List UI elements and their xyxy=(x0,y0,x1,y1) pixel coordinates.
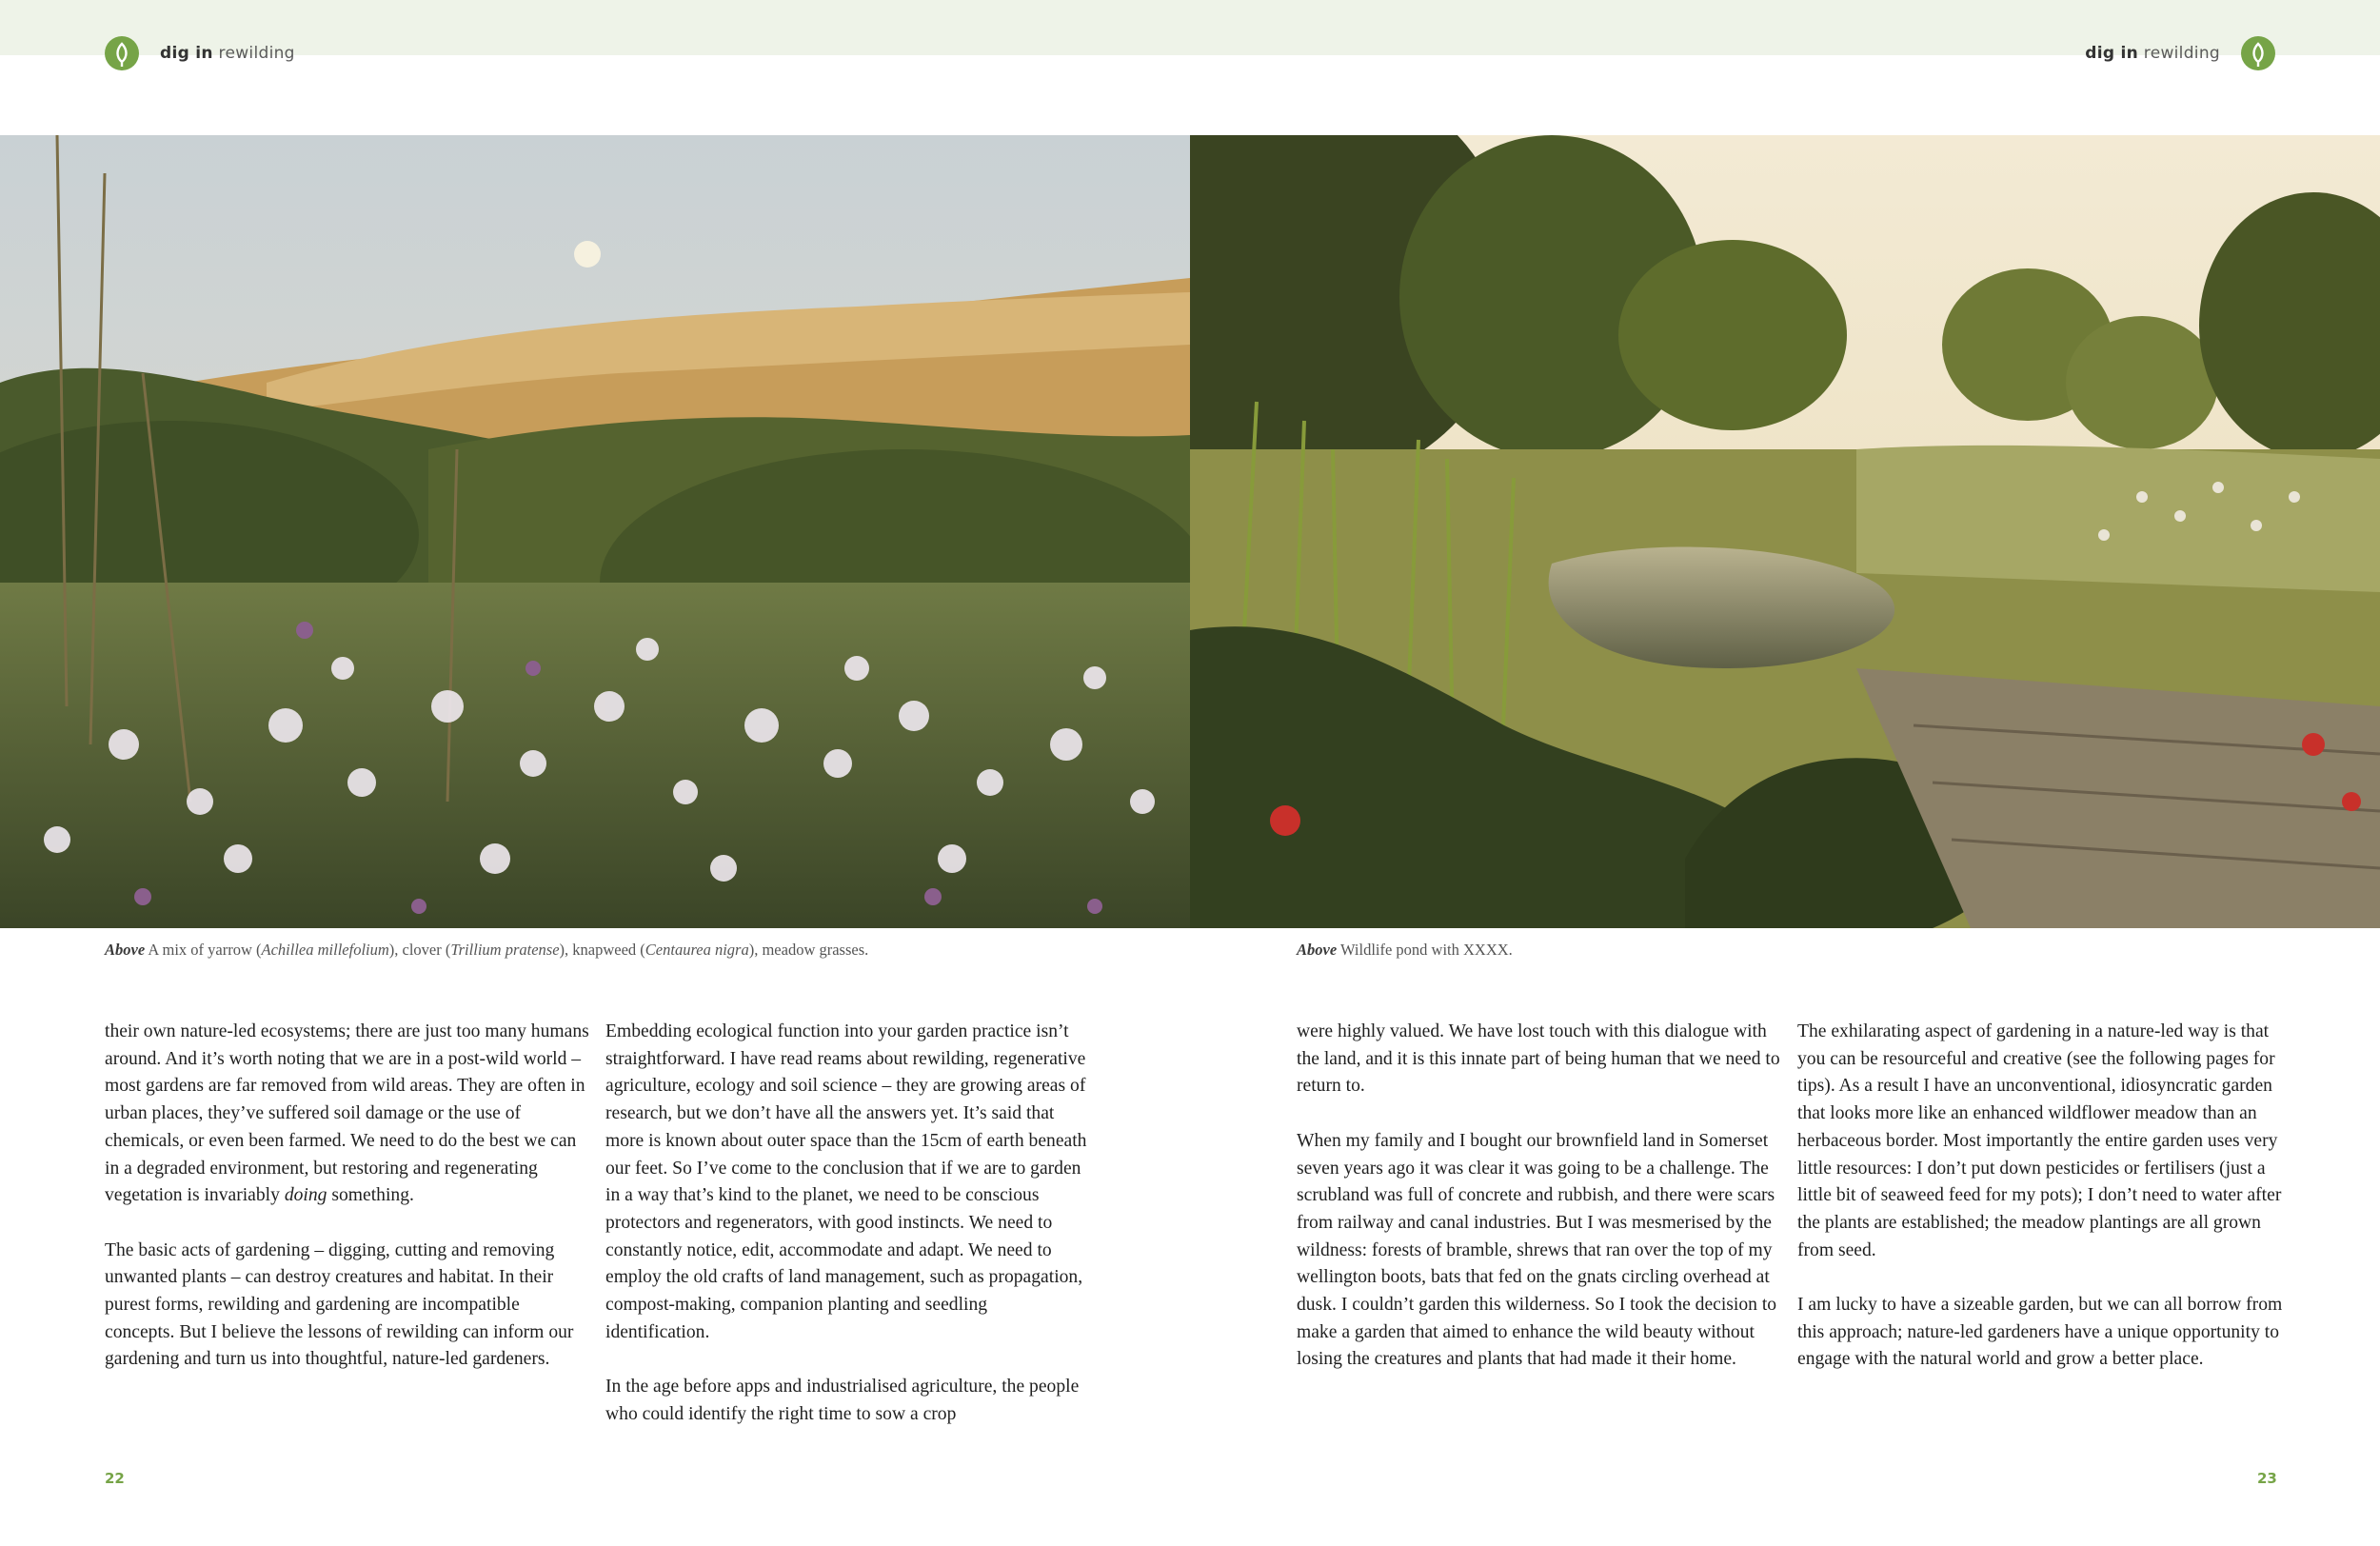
meadow-photo xyxy=(0,135,1190,928)
paragraph: In the age before apps and industrialised agriculture, the people who could identify the right time to sow a crop xyxy=(605,1377,1080,1424)
paragraph: were highly valued. We have lost touch with this dialogue with the land, and it is this innate part of being human that we need to return to. xyxy=(1297,1021,1780,1097)
page-number-left: 22 xyxy=(105,1470,125,1487)
body-column-4 xyxy=(1797,1019,2283,1374)
page-number-right: 23 xyxy=(2257,1470,2277,1487)
photo-caption-left: Above A mix of yarrow (Achillea millefolium), clover (Trillium pratense), knapweed (Centaurea nigra), meadow grasses. xyxy=(105,941,869,959)
header-band xyxy=(0,0,2380,55)
paragraph: Embedding ecological function into your garden practice isn’t straightforward. I have read reams about rewilding, regenerative agriculture, ecology and soil science – they are growing areas of research, but we don’t have all the answers yet. It’s said that more is known about outer space than the 15cm of earth beneath our feet. So I’ve come to the conclusion that if we are to garden in a way that’s kind to the planet, we need to be conscious protectors and regenerators, with good instincts. We need to constantly notice, edit, accommodate and adapt. We need to employ the old crafts of land management, such as propagation, compost-making, companion planting and seedling identification. xyxy=(605,1021,1087,1342)
paragraph: The basic acts of gardening – digging, cutting and removing unwanted plants – can destroy creatures and habitat. In their purest forms, rewilding and gardening are incompatible concepts. But I believe the lessons of rewilding can inform our gardening and turn us into thoughtful, nature-led gardeners. xyxy=(105,1239,574,1370)
paragraph: their own nature-led ecosystems; there are just too many humans around. And it’s worth noting that we are in a post-wild world – most gardens are far removed from wild areas. They are often in urban places, they’ve suffered soil damage or the use of chemicals, or even been farmed. We need to do the best we can in a degraded environment, but restoring and regenerating vegetation is invariably doing something. xyxy=(105,1021,589,1206)
paragraph: The exhilarating aspect of gardening in a nature-led way is that you can be resourceful and creative (see the following pages for tips). As a result I have an unconventional, idiosyncratic garden that looks more like an enhanced wildflower meadow than an herbaceous border. Most importantly the entire garden uses very little resources: I don’t put down pesticides or fertilisers (just a little bit of seaweed feed for my pots); I don’t need to water after the plants are established; the meadow plantings are all grown from seed. xyxy=(1797,1021,2282,1260)
body-column-3 xyxy=(1297,1019,1782,1374)
header-right xyxy=(2085,34,2275,72)
header-left xyxy=(105,34,295,72)
paragraph: When my family and I bought our brownfield land in Somerset seven years ago it was clear it was going to be a challenge. The scrubland was full of concrete and rubbish, and there were scars from railway and canal industries. But I was mesmerised by the wildness: forests of bramble, shrews that ran over the top of my wellington boots, bats that fed on the gnats circling overhead at dusk. I couldn’t garden this wilderness. So I took the decision to make a garden that aimed to enhance the wild beauty without losing the creatures and plants that had made it their home. xyxy=(1297,1130,1777,1370)
photo-caption-right: Above Wildlife pond with XXXX. xyxy=(1297,941,1513,959)
paragraph: I am lucky to have a sizeable garden, but we can all borrow from this approach; nature-led gardeners have a unique opportunity to engage with the natural world and grow a better place. xyxy=(1797,1295,2283,1370)
brand-label: dig in rewilding xyxy=(2085,44,2220,63)
body-column-2 xyxy=(605,1019,1091,1429)
brand-label: dig in rewilding xyxy=(160,44,295,63)
body-column-1 xyxy=(105,1019,590,1374)
pond-photo xyxy=(1190,135,2380,928)
trowel-icon xyxy=(2241,36,2275,70)
trowel-icon xyxy=(105,36,139,70)
